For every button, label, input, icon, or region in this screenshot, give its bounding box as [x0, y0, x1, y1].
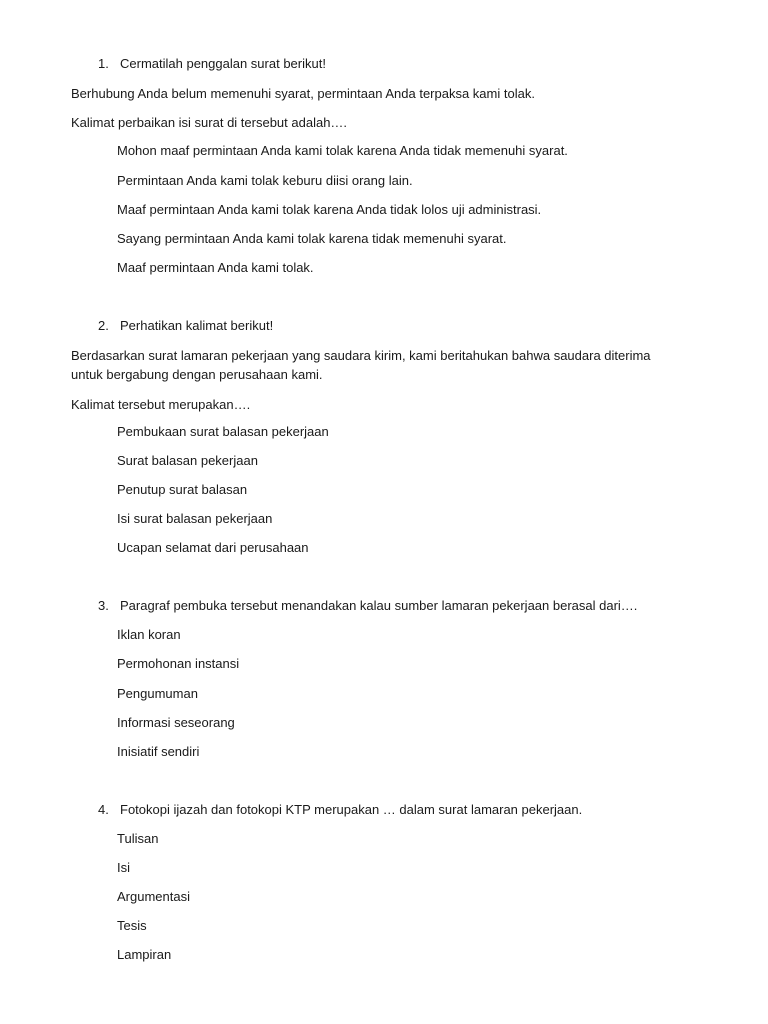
- question-heading: [98, 318, 273, 334]
- answer-option: Pembukaan surat balasan pekerjaan: [117, 424, 329, 439]
- question-heading: [98, 56, 326, 72]
- answer-option: Lampiran: [117, 947, 172, 962]
- answer-option: Mohon maaf permintaan Anda kami tolak karena Anda tidak memenuhi syarat.: [117, 143, 568, 158]
- answer-option: Isi surat balasan pekerjaan: [117, 511, 273, 526]
- answer-option: Sayang permintaan Anda kami tolak karena tidak memenuhi syarat.: [117, 231, 507, 246]
- question-text: Perhatikan kalimat berikut!: [120, 318, 274, 333]
- answer-option: Permintaan Anda kami tolak keburu diisi orang lain.: [117, 173, 413, 188]
- answer-option: Permohonan instansi: [117, 656, 240, 671]
- question-number: 3.: [98, 598, 109, 613]
- answer-option: Pengumuman: [117, 686, 198, 701]
- question-paragraph: Berdasarkan surat lamaran pekerjaan yang saudara kirim, kami beritahukan bahwa saudara diterima untuk bergabung dengan perusahaan kami.: [71, 348, 651, 382]
- answer-option: Penutup surat balasan: [117, 482, 248, 497]
- question-text: Cermatilah penggalan surat berikut!: [120, 56, 326, 71]
- answer-option: Tesis: [117, 918, 147, 933]
- answer-option: Argumentasi: [117, 889, 190, 904]
- answer-option: Maaf permintaan Anda kami tolak.: [117, 260, 314, 275]
- answer-option: Isi: [117, 860, 130, 875]
- question-text: Paragraf pembuka tersebut menandakan kalau sumber lamaran pekerjaan berasal dari….: [120, 598, 638, 613]
- question-prompt: Kalimat tersebut merupakan….: [71, 397, 251, 412]
- answer-option: Surat balasan pekerjaan: [117, 453, 258, 468]
- answer-option: Tulisan: [117, 831, 159, 846]
- answer-option: Informasi seseorang: [117, 715, 235, 730]
- question-prompt: Kalimat perbaikan isi surat di tersebut adalah….: [71, 115, 348, 130]
- question-heading: [98, 802, 582, 818]
- question-number: 1.: [98, 56, 109, 71]
- answer-option: Inisiatif sendiri: [117, 744, 200, 759]
- answer-option: Iklan koran: [117, 627, 181, 642]
- question-text: Fotokopi ijazah dan fotokopi KTP merupakan … dalam surat lamaran pekerjaan.: [120, 802, 583, 817]
- answer-option: Maaf permintaan Anda kami tolak karena Anda tidak lolos uji administrasi.: [117, 202, 542, 217]
- question-heading: [98, 598, 637, 614]
- answer-option: Ucapan selamat dari perusahaan: [117, 540, 309, 555]
- question-number: 2.: [98, 318, 109, 333]
- question-number: 4.: [98, 802, 109, 817]
- question-paragraph: Berhubung Anda belum memenuhi syarat, permintaan Anda terpaksa kami tolak.: [71, 86, 535, 101]
